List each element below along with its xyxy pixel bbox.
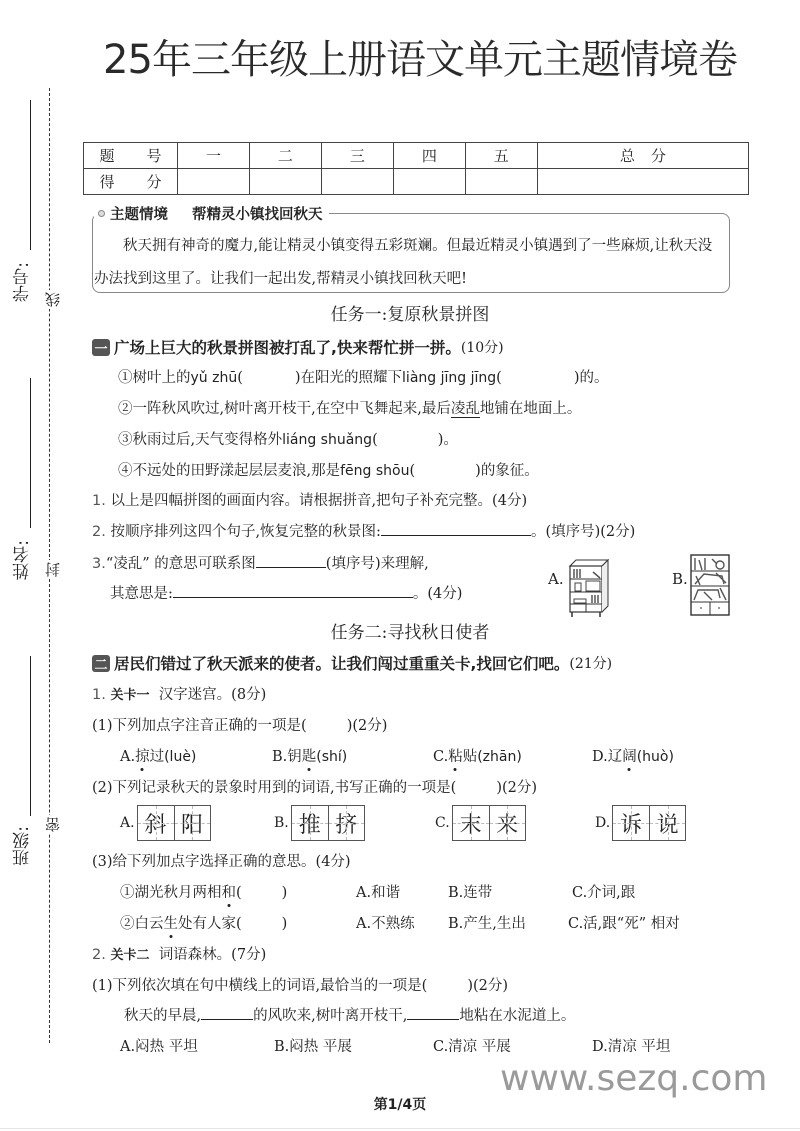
cell-q5: 五 xyxy=(465,143,537,169)
question-1-1: 1. 以上是四幅拼图的画面内容。请根据拼音,把句子补充完整。(4分) xyxy=(92,493,528,509)
fill-option-a[interactable]: A.闷热 平坦 xyxy=(120,1039,198,1055)
watermark: www.sezq.com xyxy=(500,1058,768,1099)
question-2-1-3: (3)给下列加点字选择正确的意思。(4分) xyxy=(92,854,351,870)
cell-q1: 一 xyxy=(178,143,250,169)
student-id-label: 学号: xyxy=(13,262,33,302)
cell-score-label: 得 分 xyxy=(84,169,178,195)
meaning-row-1-option-a[interactable]: A.和谐 xyxy=(356,885,401,901)
score-input-1[interactable] xyxy=(178,169,250,195)
word-option-b[interactable]: B. 推 挤 xyxy=(274,805,365,841)
character-grid: 推 挤 xyxy=(291,805,365,841)
fill-sentence: 秋天的早晨, 的风吹来,树叶离开枝干, 地粘在水泥道上。 xyxy=(124,1008,576,1024)
page-title: 25年三年级上册语文单元主题情境卷 xyxy=(103,37,737,83)
score-input-3[interactable] xyxy=(321,169,393,195)
cell-q3: 三 xyxy=(321,143,393,169)
seal-line-char: 线 xyxy=(44,292,62,307)
picture-option-a-label: A. xyxy=(548,570,564,588)
question-1-3-meaning: 其意思是: 。(4分) xyxy=(110,586,463,602)
question-2-1-2: (2)下列记录秋天的景象时用到的词语,书写正确的一项是( )(2分) xyxy=(92,780,538,796)
question-1-3: 3.“凌乱” 的意思可联系图 (填序号)来理解, xyxy=(92,556,429,572)
class-blank[interactable] xyxy=(30,656,31,816)
task2-title: 任务二:寻找秋日使者 xyxy=(330,623,490,643)
messy-bookshelf-icon xyxy=(690,554,730,616)
score-table xyxy=(83,142,749,195)
word-option-c[interactable]: C. 末 来 xyxy=(435,805,526,841)
meaning-row-1-option-c[interactable]: C.介词,跟 xyxy=(572,885,636,901)
sentence-3: ③秋雨过后,天气变得格外liáng shuǎng( )。 xyxy=(118,432,458,448)
order-answer-blank[interactable] xyxy=(381,522,531,536)
meaning-answer-blank[interactable] xyxy=(173,584,413,598)
word-option-a[interactable]: A. 斜 阳 xyxy=(120,805,211,841)
word-blank-2[interactable] xyxy=(407,1006,459,1020)
fill-option-b[interactable]: B.闷热 平展 xyxy=(274,1039,352,1055)
cell-header-label: 题 号 xyxy=(84,143,178,169)
word-option-d[interactable]: D. 诉 说 xyxy=(595,805,686,841)
picture-option-b-label: B. xyxy=(672,570,688,588)
score-table-header-row xyxy=(84,143,749,169)
score-input-5[interactable] xyxy=(465,169,537,195)
score-input-total[interactable] xyxy=(537,169,748,195)
score-input-2[interactable] xyxy=(249,169,321,195)
question-2-1-1: (1)下列加点字注音正确的一项是( )(2分) xyxy=(92,718,388,734)
theme-heading xyxy=(94,203,329,224)
pinyin-option-d[interactable]: D.辽阔(huò) xyxy=(592,745,674,766)
theme-text: 秋天拥有神奇的魔力,能让精灵小镇变得五彩斑斓。但最近精灵小镇遇到了一些麻烦,让秋天没办法找到这里了。让我们一起出发,帮精灵小镇找回秋天吧! xyxy=(94,238,713,287)
character-grid: 诉 说 xyxy=(612,805,686,841)
level-two-heading: 2. 关卡二 词语森林。(7分) xyxy=(92,947,267,963)
fill-option-c[interactable]: C.清凉 平展 xyxy=(433,1039,511,1055)
student-id-blank[interactable] xyxy=(30,100,31,250)
score-table-score-row xyxy=(84,169,749,195)
meaning-row-1-option-b[interactable]: B.连带 xyxy=(448,885,493,901)
task1-title: 任务一:复原秋景拼图 xyxy=(330,305,490,325)
fill-option-d[interactable]: D.清凉 平坦 xyxy=(592,1039,671,1055)
name-blank[interactable] xyxy=(30,378,31,528)
class-label: 班级: xyxy=(13,826,33,866)
level-one-heading: 1. 关卡一 汉字迷宫。(8分) xyxy=(92,687,267,703)
seal-seal-char: 封 xyxy=(44,562,62,577)
meaning-row-1: ①湖光秋月两相和( ) xyxy=(120,881,287,902)
character-grid: 末 来 xyxy=(452,805,526,841)
section-one-heading: 一 广场上巨大的秋景拼图被打乱了,快来帮忙拼一拼。 (10分) xyxy=(92,336,504,358)
cell-total: 总 分 xyxy=(537,143,748,169)
character-grid: 斜 阳 xyxy=(137,805,211,841)
word-blank-1[interactable] xyxy=(201,1006,253,1020)
theme-title: 帮精灵小镇找回秋天 xyxy=(192,207,323,223)
tidy-bookshelf-icon xyxy=(566,558,610,618)
score-input-4[interactable] xyxy=(393,169,465,195)
name-label: 姓名: xyxy=(13,540,33,580)
section-number-badge: 一 xyxy=(92,339,110,356)
sentence-4: ④不远处的田野漾起层层麦浪,那是fēng shōu( )的象征。 xyxy=(118,463,539,479)
pinyin-option-c[interactable]: C.粘贴(zhān) xyxy=(433,745,522,766)
question-2-2-1: (1)下列依次填在句中横线上的词语,最恰当的一项是( )(2分) xyxy=(92,978,509,994)
question-1-2: 2. 按顺序排列这四个句子,恢复完整的秋景图: 。(填序号)(2分) xyxy=(92,524,636,540)
cell-q4: 四 xyxy=(393,143,465,169)
meaning-row-2-option-a[interactable]: A.不熟练 xyxy=(356,916,415,932)
underlined-word: 凌乱 xyxy=(450,401,480,417)
page-bottom-divider xyxy=(0,1128,800,1129)
meaning-row-2-option-c[interactable]: C.活,跟“死” 相对 xyxy=(568,916,680,932)
pinyin-option-b[interactable]: B.钥匙(shí) xyxy=(272,745,347,766)
section-two-heading: 二 居民们错过了秋天派来的使者。让我们闯过重重关卡,找回它们吧。 (21分) xyxy=(92,652,612,674)
meaning-row-2: ②白云生处有人家( ) xyxy=(120,912,287,933)
pinyin-option-a[interactable]: A.掠过(luè) xyxy=(120,745,196,766)
sentence-1: ①树叶上的yǔ zhū( )在阳光的照耀下liàng jīng jīng( )的。 xyxy=(118,370,609,386)
theme-label: 主题情境 xyxy=(110,207,168,223)
meaning-row-2-option-b[interactable]: B.产生,生出 xyxy=(448,916,526,932)
sentence-2: ②一阵秋风吹过,树叶离开枝干,在空中飞舞起来,最后凌乱地铺在地面上。 xyxy=(118,401,582,417)
section-number-badge: 二 xyxy=(92,655,110,672)
page-number: 第1/4页 xyxy=(373,1097,427,1113)
seal-secret-char: 密 xyxy=(44,817,62,832)
picture-answer-blank[interactable] xyxy=(256,554,326,568)
cell-q2: 二 xyxy=(249,143,321,169)
bullet-icon xyxy=(98,210,105,217)
